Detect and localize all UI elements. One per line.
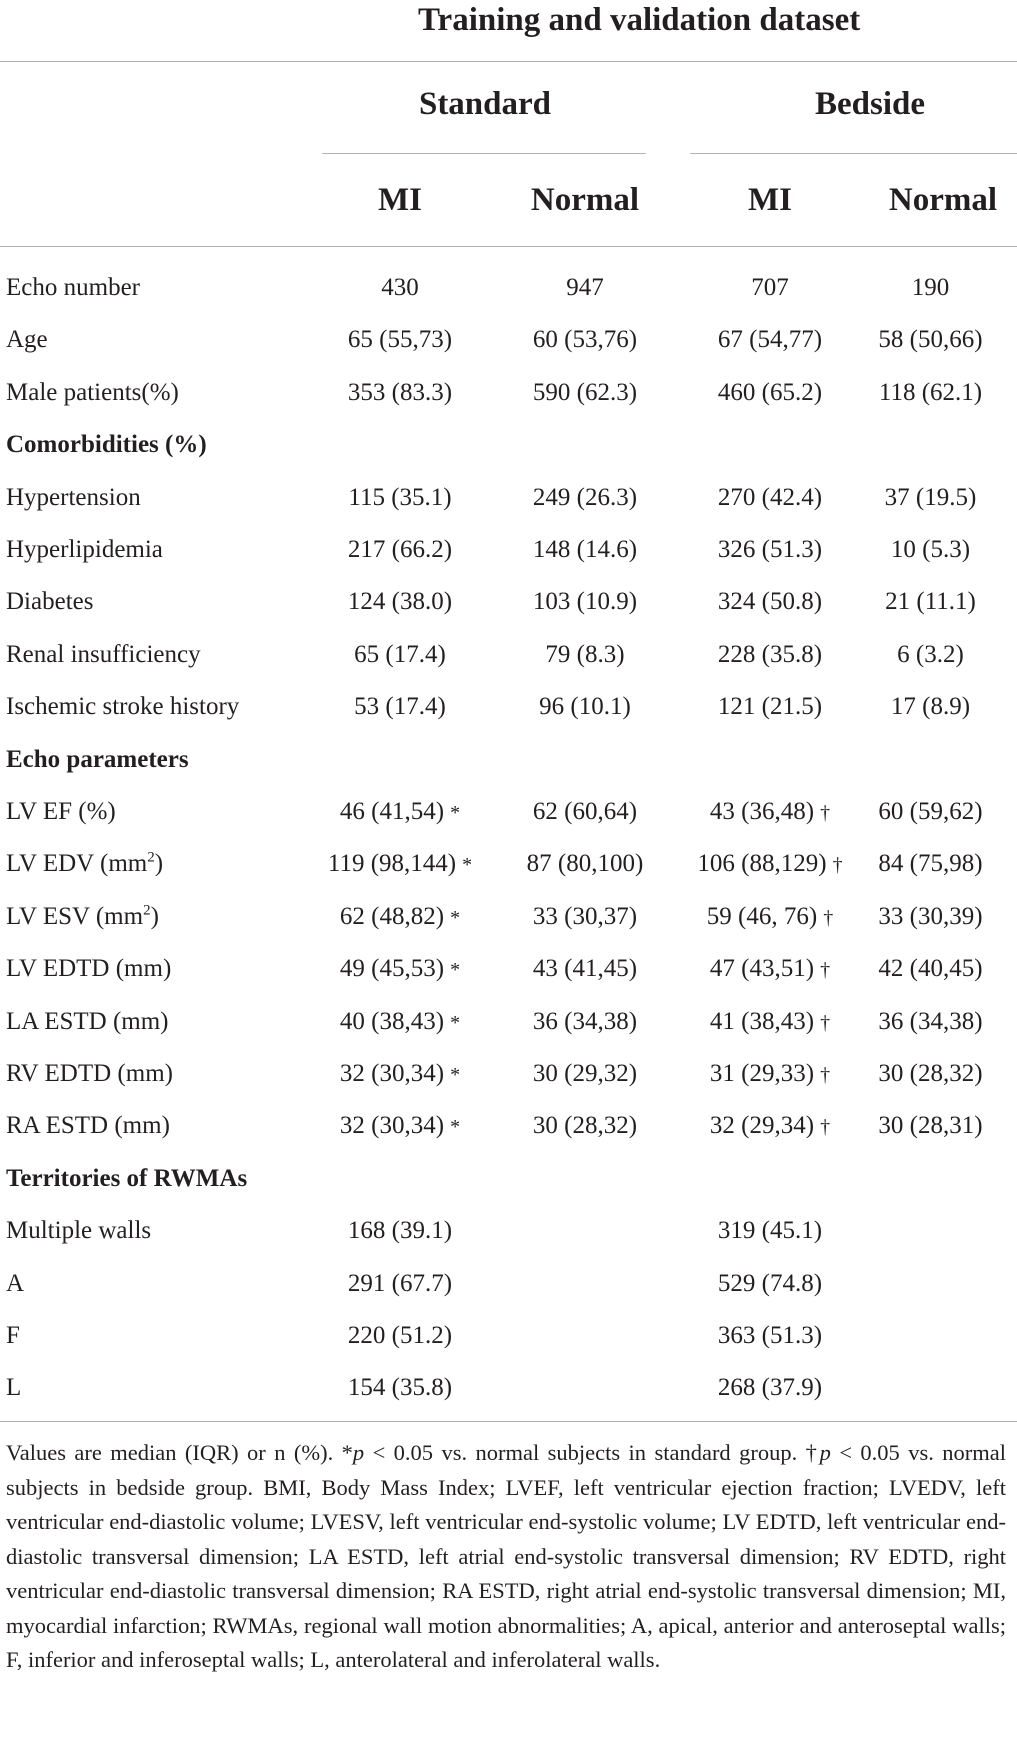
table-cell	[848, 891, 1013, 943]
subheader-bedside-normal: Normal	[888, 182, 998, 218]
table-cell	[300, 576, 500, 628]
table-row	[0, 786, 1017, 838]
table-row	[0, 1310, 1017, 1362]
table-cell	[485, 629, 685, 681]
row-label	[6, 1258, 24, 1310]
row-label-text: RV EDTD (mm)	[6, 1060, 173, 1087]
cell-value: 119 (98,144)	[327, 850, 457, 878]
table-footnote: Values are median (IQR) or n (%). *p < 0.05 vs. normal subjects in standard group. †p < 0.05 vs. normal subjects in bedside group. BMI, Body Mass Index; LVEF, left ventricular ejection fraction; LVEDV, left ventricular end-diastolic volume; LVESV, left ventricular end-systolic volume; LV EDTD, left ventricular end-diastolic transversal dimension; LA ESTD, left atrial end-systolic transversal dimension; RV EDTD, right ventricular end-diastolic transversal dimension; RA ESTD, right atrial end-systolic transversal dimension; MI, myocardial infarction; RWMAs, regional wall motion abnormalities; A, apical, anterior and anteroseptal walls; F, inferior and inferoseptal walls; L, anterolateral and inferolateral walls.	[6, 1440, 1006, 1672]
cell-value: 21 (11.1)	[885, 588, 976, 616]
row-label-superscript: 2	[143, 902, 151, 919]
subheader-standard-normal: Normal	[530, 182, 640, 218]
row-label-text: A	[6, 1269, 25, 1297]
cell-value: 115 (35.1)	[348, 483, 452, 511]
table-cell	[300, 786, 500, 839]
table-row	[0, 996, 1017, 1048]
cell-value: 49 (45,53)	[339, 955, 445, 983]
table-cell	[485, 1048, 685, 1100]
cell-value: 37 (19.5)	[884, 483, 977, 511]
row-label-suffix: )	[150, 902, 159, 930]
section-label	[6, 419, 207, 471]
table-cell: 319 (45.1)	[717, 1217, 823, 1245]
table-row	[0, 943, 1017, 995]
row-label	[6, 1310, 20, 1362]
table-row	[0, 576, 1017, 628]
table-cell	[848, 314, 1013, 366]
group-header-standard: Standard	[418, 86, 552, 122]
row-label-text: Territories of RWMAs	[6, 1164, 248, 1192]
section-label	[6, 734, 189, 786]
cell-value: 46 (41,54)	[339, 798, 445, 825]
cell-value: 42 (40,45)	[878, 955, 983, 983]
table-cell	[485, 891, 685, 943]
cell-value: 30 (29,32)	[532, 1060, 638, 1087]
row-label	[6, 314, 48, 366]
subheader-standard-mi: MI	[378, 182, 422, 218]
cell-value: 228 (35.8)	[717, 640, 823, 668]
table-cell	[300, 996, 500, 1049]
cell-value: 32 (30,34)	[339, 1112, 445, 1140]
cell-value: 67 (54,77)	[717, 326, 823, 354]
row-label-text: Comorbidities (%)	[6, 431, 207, 459]
table-cell	[485, 524, 685, 576]
row-label-text: Diabetes	[6, 588, 94, 616]
cell-value: 124 (38.0)	[347, 588, 453, 616]
table-row	[0, 629, 1017, 681]
table-cell	[670, 838, 870, 891]
significance-asterisk: *	[450, 1011, 461, 1034]
group-header-bedside: Bedside	[814, 86, 926, 122]
table-cell: 220 (51.2)	[347, 1322, 453, 1349]
cell-value: 190	[911, 274, 950, 301]
section-label	[6, 1153, 247, 1205]
row-label	[6, 1362, 21, 1414]
row-label-text: Multiple walls	[6, 1217, 152, 1245]
table-cell	[485, 838, 685, 890]
row-label-text: LV ESV (mm	[6, 902, 144, 930]
table-cell	[485, 1100, 685, 1152]
cell-value: 60 (53,76)	[532, 326, 638, 354]
row-label	[6, 838, 163, 890]
table-row	[0, 838, 1017, 890]
cell-value: 43 (36,48)	[709, 798, 815, 825]
row-label	[6, 1048, 173, 1100]
table-cell	[670, 314, 870, 366]
cell-value: 460 (65.2)	[717, 378, 823, 406]
cell-value: 62 (60,64)	[532, 798, 638, 825]
table-cell	[485, 262, 685, 314]
row-label-text: Echo number	[6, 274, 140, 301]
significance-dagger: †	[832, 854, 843, 877]
cell-value: 31 (29,33)	[709, 1060, 815, 1087]
table-row	[0, 1362, 1017, 1414]
row-label-text: L	[6, 1374, 22, 1402]
cell-value: 430	[381, 274, 419, 301]
cell-value: 217 (66.2)	[347, 536, 453, 563]
row-label-superscript: 2	[147, 850, 155, 867]
group-rule-standard	[322, 153, 646, 154]
significance-asterisk: *	[450, 1116, 461, 1139]
row-label	[6, 629, 201, 681]
table-cell	[300, 1100, 500, 1153]
table-row	[0, 891, 1017, 943]
table-cell	[300, 838, 500, 891]
cell-value: 249 (26.3)	[532, 483, 638, 511]
cell-value: 59 (46, 76)	[706, 902, 818, 930]
table-cell	[300, 1048, 500, 1101]
table-cell	[670, 472, 870, 524]
section-row	[0, 734, 1017, 786]
table-row	[0, 681, 1017, 733]
row-label	[6, 1205, 151, 1257]
table-cell	[670, 681, 870, 733]
significance-asterisk: *	[450, 959, 461, 982]
table-cell	[485, 681, 685, 733]
row-label	[6, 367, 179, 419]
cell-value: 40 (38,43)	[339, 1007, 445, 1035]
cell-value: 118 (62.1)	[878, 378, 983, 406]
top-rule	[0, 61, 1017, 62]
row-label-text: LV EDV (mm	[6, 850, 148, 878]
significance-asterisk: *	[450, 802, 461, 824]
cell-value: 30 (28,31)	[878, 1112, 983, 1140]
table-cell	[670, 1100, 870, 1153]
cell-value: 324 (50.8)	[717, 588, 823, 616]
table-cell	[670, 943, 870, 996]
table-cell	[670, 262, 870, 314]
table-cell	[848, 367, 1013, 419]
table-cell	[670, 524, 870, 576]
row-label-text: RA ESTD (mm)	[6, 1112, 170, 1140]
table-row	[0, 1258, 1017, 1310]
significance-dagger: †	[820, 1116, 831, 1139]
table-cell	[300, 891, 500, 944]
row-label	[6, 891, 159, 943]
cell-value: 32 (29,34)	[709, 1112, 815, 1140]
cell-value: 353 (83.3)	[347, 378, 453, 406]
table-cell	[670, 576, 870, 628]
cell-value: 96 (10.1)	[539, 693, 631, 721]
table-cell	[485, 472, 685, 524]
section-row	[0, 419, 1017, 471]
cell-value: 32 (30,34)	[339, 1060, 445, 1087]
table-cell	[300, 681, 500, 733]
cell-value: 47 (43,51)	[709, 955, 815, 983]
table-cell	[300, 629, 500, 681]
cell-value: 87 (80,100)	[526, 850, 644, 878]
table-cell	[670, 629, 870, 681]
cell-value: 590 (62.3)	[532, 378, 638, 406]
row-label-text: F	[6, 1322, 20, 1349]
table-row	[0, 1205, 1017, 1257]
table-cell	[300, 472, 500, 524]
group-rule-bedside	[690, 153, 1017, 154]
table-cell	[848, 786, 1013, 838]
table-cell	[300, 943, 500, 996]
cell-value: 65 (55,73)	[347, 326, 453, 354]
table-cell: 268 (37.9)	[717, 1374, 823, 1402]
cell-value: 62 (48,82)	[339, 902, 445, 930]
row-label	[6, 472, 141, 524]
table-cell	[485, 786, 685, 838]
table-cell: 291 (67.7)	[347, 1269, 453, 1297]
row-label	[6, 524, 163, 576]
significance-asterisk: *	[450, 906, 461, 929]
cell-value: 270 (42.4)	[717, 483, 823, 511]
table-cell	[485, 367, 685, 419]
table-cell	[485, 576, 685, 628]
cell-value: 41 (38,43)	[709, 1007, 815, 1035]
row-label-text: Echo parameters	[6, 745, 189, 773]
significance-dagger: †	[820, 959, 831, 982]
table-cell	[300, 314, 500, 366]
table-cell	[848, 576, 1013, 628]
table-cell	[300, 524, 500, 576]
row-label-text: LV EDTD (mm)	[6, 955, 172, 983]
cell-value: 30 (28,32)	[532, 1112, 638, 1140]
table-cell	[848, 524, 1013, 576]
significance-dagger: †	[820, 802, 831, 824]
significance-asterisk: *	[450, 1064, 461, 1086]
table-caption: Training and validation dataset	[418, 2, 861, 38]
cell-value: 36 (34,38)	[532, 1007, 638, 1035]
table-cell	[485, 996, 685, 1048]
table-cell: 154 (35.8)	[347, 1374, 453, 1402]
section-row	[0, 1153, 1017, 1205]
cell-value: 79 (8.3)	[545, 640, 625, 668]
table-row	[0, 262, 1017, 314]
table-cell	[848, 996, 1013, 1048]
row-label	[6, 262, 140, 314]
table-cell	[670, 367, 870, 419]
significance-asterisk: *	[462, 854, 473, 877]
table-row	[0, 1048, 1017, 1100]
table-cell	[848, 838, 1013, 890]
table-cell	[300, 262, 500, 314]
cell-value: 106 (88,129)	[697, 850, 827, 878]
cell-value: 707	[751, 274, 789, 301]
cell-value: 53 (17.4)	[354, 693, 446, 721]
header-bottom-rule	[0, 246, 1017, 247]
cell-value: 58 (50,66)	[878, 326, 983, 354]
table-row	[0, 524, 1017, 576]
table-cell	[670, 891, 870, 944]
table-cell	[848, 681, 1013, 733]
row-label-text: Renal insufficiency	[6, 640, 201, 668]
cell-value: 947	[566, 274, 604, 301]
subheader-bedside-mi: MI	[748, 182, 792, 218]
cell-value: 30 (28,32)	[878, 1060, 983, 1087]
table-cell	[670, 1048, 870, 1101]
cell-value: 10 (5.3)	[890, 536, 971, 563]
table-cell	[300, 367, 500, 419]
table-cell: 363 (51.3)	[717, 1322, 823, 1349]
cell-value: 43 (41,45)	[532, 955, 638, 983]
row-label	[6, 1100, 170, 1152]
significance-dagger: †	[820, 1011, 831, 1034]
cell-value: 103 (10.9)	[532, 588, 638, 616]
table-cell: 168 (39.1)	[347, 1217, 453, 1245]
table-row	[0, 367, 1017, 419]
row-label-text: LV EF (%)	[6, 798, 116, 825]
table-cell: 529 (74.8)	[717, 1269, 823, 1297]
cell-value: 148 (14.6)	[532, 536, 638, 563]
table-cell	[485, 314, 685, 366]
row-label-text: Male patients(%)	[6, 378, 179, 406]
table-row	[0, 314, 1017, 366]
cell-value: 326 (51.3)	[717, 536, 823, 563]
significance-dagger: †	[820, 1064, 831, 1086]
table-cell	[848, 943, 1013, 995]
cell-value: 121 (21.5)	[717, 693, 823, 721]
row-label-text: Ischemic stroke history	[6, 693, 240, 721]
cell-value: 36 (34,38)	[878, 1007, 983, 1035]
cell-value: 17 (8.9)	[890, 693, 971, 721]
row-label-text: LA ESTD (mm)	[6, 1007, 169, 1035]
table-cell	[848, 629, 1013, 681]
table-cell	[670, 996, 870, 1049]
table-cell	[848, 1048, 1013, 1100]
cell-value: 84 (75,98)	[878, 850, 983, 878]
cell-value: 33 (30,39)	[878, 902, 983, 930]
table-cell	[670, 786, 870, 839]
row-label	[6, 576, 93, 628]
row-label	[6, 786, 116, 838]
cell-value: 33 (30,37)	[532, 902, 638, 930]
cell-value: 6 (3.2)	[897, 640, 964, 668]
row-label-text: Hypertension	[6, 483, 141, 511]
table-cell	[848, 472, 1013, 524]
row-label-text: Age	[6, 326, 48, 354]
row-label	[6, 943, 171, 995]
table-row	[0, 1100, 1017, 1152]
table-cell	[848, 1100, 1013, 1152]
cell-value: 65 (17.4)	[354, 640, 446, 668]
table-cell	[848, 262, 1013, 314]
bottom-rule	[0, 1421, 1017, 1422]
cell-value: 60 (59,62)	[878, 798, 983, 825]
table-row	[0, 472, 1017, 524]
row-label	[6, 996, 169, 1048]
row-label-suffix: )	[154, 850, 164, 878]
row-label	[6, 681, 239, 733]
row-label-text: Hyperlipidemia	[6, 536, 163, 563]
significance-dagger: †	[823, 906, 834, 929]
table-cell	[485, 943, 685, 995]
